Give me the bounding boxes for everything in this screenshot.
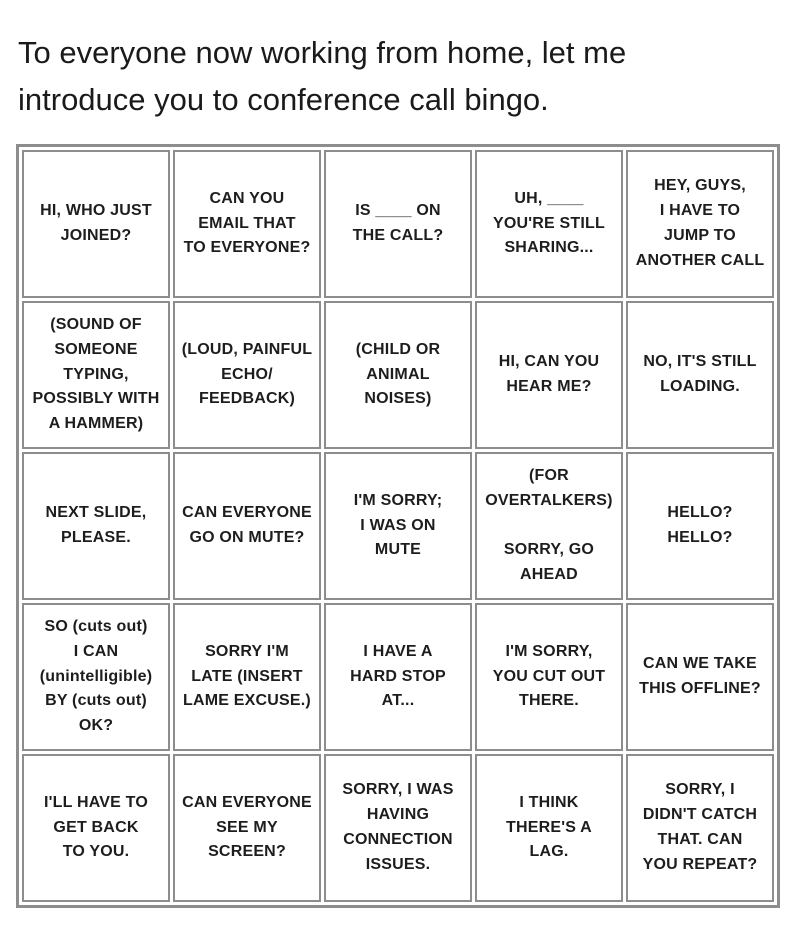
bingo-cell [173,301,321,449]
bingo-cell-text: IS ____ ON THE CALL? [352,202,444,244]
bingo-cell [324,301,472,449]
bingo-cell [475,603,623,751]
bingo-cell-text: HEY, GUYS, I HAVE TO JUMP TO ANOTHER CALL [635,177,765,269]
bingo-cell [626,150,774,298]
bingo-cell [22,754,170,902]
bingo-cell-text: HELLO? HELLO? [667,504,733,546]
bingo-cell [324,603,472,751]
bingo-cell-text: CAN EVERYONE SEE MY SCREEN? [182,793,312,861]
bingo-cell [324,150,472,298]
bingo-cell-text: NEXT SLIDE, PLEASE. [45,504,147,546]
bingo-cell-text: I'M SORRY; I WAS ON MUTE [353,491,443,559]
bingo-cell-text: SORRY, I WAS HAVING CONNECTION ISSUES. [342,781,454,873]
bingo-cell-text: I HAVE A HARD STOP AT... [350,642,446,710]
bingo-cell-text: (LOUD, PAINFUL ECHO/ FEEDBACK) [181,340,313,408]
bingo-cell [475,301,623,449]
bingo-cell [22,150,170,298]
bingo-cell-text: SORRY I'M LATE (INSERT LAME EXCUSE.) [183,642,311,710]
bingo-cell [324,754,472,902]
bingo-cell-text: (SOUND OF SOMEONE TYPING, POSSIBLY WITH A HAMMER) [32,316,160,433]
bingo-cell [626,301,774,449]
bingo-cell [173,150,321,298]
bingo-cell-text: I THINK THERE'S A LAG. [506,793,592,861]
bingo-cell [22,452,170,600]
bingo-cell [626,452,774,600]
bingo-cell-text: SORRY, I DIDN'T CATCH THAT. CAN YOU REPEAT? [642,781,758,873]
bingo-cell-text: SO (cuts out) I CAN (unintelligible) BY (cuts out) OK? [39,618,153,735]
bingo-cell [173,603,321,751]
bingo-cell [22,301,170,449]
bingo-cell-text: CAN EVERYONE GO ON MUTE? [182,504,312,546]
bingo-cell-text: HI, WHO JUST JOINED? [40,202,152,244]
bingo-cell [626,603,774,751]
bingo-cell [173,452,321,600]
bingo-cell-text: HI, CAN YOU HEAR ME? [498,353,600,395]
bingo-cell-text: CAN WE TAKE THIS OFFLINE? [639,655,761,697]
bingo-cell-text: (CHILD OR ANIMAL NOISES) [355,340,441,408]
bingo-cell-text: I'LL HAVE TO GET BACK TO YOU. [44,793,148,861]
bingo-cell [475,150,623,298]
bingo-cell [475,754,623,902]
bingo-cell [324,452,472,600]
bingo-cell [626,754,774,902]
bingo-cell-text: UH, ____ YOU'RE STILL SHARING... [493,189,605,257]
bingo-cell [173,754,321,902]
bingo-cell-text: NO, IT'S STILL LOADING. [643,353,757,395]
bingo-cell-text: (FOR OVERTALKERS) SORRY, GO AHEAD [485,467,613,584]
bingo-cell [22,603,170,751]
bingo-cell [475,452,623,600]
bingo-cell-text: I'M SORRY, YOU CUT OUT THERE. [492,642,606,710]
post-caption: To everyone now working from home, let me introduce you to conference call bingo. [18,35,627,117]
bingo-board [16,144,780,908]
bingo-cell-text: CAN YOU EMAIL THAT TO EVERYONE? [183,189,311,257]
